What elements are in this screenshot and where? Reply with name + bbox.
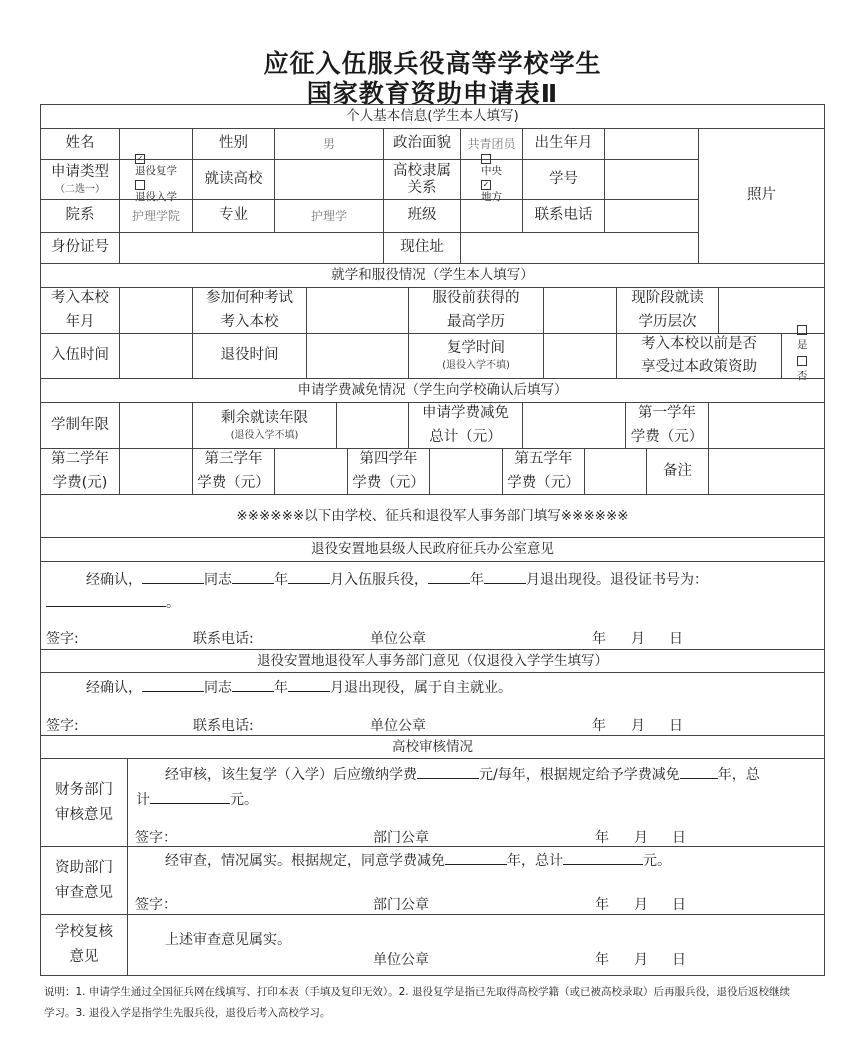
date-month-label: 月 (634, 897, 648, 913)
discharge-time-field[interactable] (306, 333, 409, 379)
text-part: 元。 (643, 853, 671, 869)
footnote-line2: 学习。3. 退役入学是指学生先服兵役，退役后考入高校学习。 (44, 1007, 331, 1019)
checkbox-empty-icon[interactable] (135, 180, 145, 190)
year3-fee-label-line1: 第三学年 (204, 451, 263, 468)
aid-dept-label-line2: 审查意见 (55, 884, 113, 901)
date-month-label: 月 (631, 718, 645, 734)
class-field[interactable] (460, 199, 523, 233)
signature-label: 签字: (46, 631, 79, 647)
year3-fee-label-line2: 学费（元） (197, 474, 270, 491)
section-header-personal: 个人基本信息(学生本人填写) (40, 104, 825, 129)
text-part: 经审查，情况属实。根据规定，同意学费减免 (165, 853, 445, 869)
admit-date-label-line1: 考入本校 (51, 290, 109, 307)
remaining-years-label-text: 剩余就读年限 (221, 409, 308, 426)
contact-phone-label: 联系电话: (193, 718, 254, 734)
address-label: 现住址 (383, 232, 461, 264)
remarks-label: 备注 (646, 448, 709, 495)
date-month-label: 月 (631, 631, 645, 647)
recruitment-statement-line2 (46, 592, 180, 612)
signature-label: 签字: (46, 718, 79, 734)
duration-label: 学制年限 (40, 402, 120, 449)
phone-label: 联系电话 (522, 199, 605, 233)
text-part: 月退出现役。退役证书号为： (526, 572, 708, 588)
prior-aid-no-label: 否 (797, 370, 808, 382)
blank-total-amount[interactable] (563, 852, 643, 865)
checkbox-checked-icon[interactable]: ✓ (136, 153, 144, 163)
edu-before-label-line2: 最高学历 (447, 313, 505, 330)
school-label: 就读高校 (192, 159, 275, 200)
school-field[interactable] (274, 159, 384, 200)
checkbox-empty-icon[interactable] (481, 154, 491, 164)
gender-field[interactable]: 男 (274, 128, 384, 160)
finance-dept-label (40, 758, 128, 847)
major-label: 专业 (192, 199, 275, 233)
finance-statement-line1 (165, 764, 760, 784)
affiliation-option-central-label: 中央 (481, 164, 502, 177)
student-id-label: 学号 (522, 159, 605, 200)
date-day-label: 日 (672, 897, 686, 913)
finance-statement-line2 (136, 789, 258, 809)
apply-type-label (40, 159, 120, 200)
checkbox-checked-icon[interactable]: ✓ (482, 179, 490, 189)
apply-option-resume[interactable] (135, 154, 177, 180)
blank-annual-fee[interactable] (417, 766, 479, 779)
date-day-label: 日 (672, 830, 686, 846)
current-level-label-line1: 现阶段就读 (631, 290, 704, 307)
section-header-study-service: 就学和服役情况（学生本人填写） (40, 263, 825, 288)
blank-enlist-year[interactable] (232, 571, 274, 584)
exam-type-label-line1: 参加何种考试 (206, 290, 293, 307)
affiliation-option-local-label: 地方 (481, 190, 502, 203)
prior-aid-label-line1: 考入本校以前是否 (641, 335, 757, 352)
dept-seal-label: 部门公章 (373, 830, 429, 846)
political-status-label: 政治面貌 (383, 128, 461, 160)
blank-name[interactable] (142, 679, 204, 692)
blank-discharge-month[interactable] (484, 571, 526, 584)
birth-field[interactable] (604, 128, 699, 160)
recruitment-statement-line1 (86, 569, 708, 589)
date-year-label: 年 (592, 631, 606, 647)
year4-fee-field[interactable] (429, 448, 503, 495)
affiliation-label-line1: 高校隶属 (393, 162, 451, 179)
text-part: 元/每年，根据规定给予学费减免 (479, 767, 680, 783)
dept-seal-label: 部门公章 (373, 897, 429, 913)
admit-date-label-line2: 年月 (65, 313, 95, 330)
id-number-label: 身份证号 (40, 232, 120, 264)
address-field[interactable] (460, 232, 699, 264)
admit-date-field[interactable] (119, 287, 193, 334)
blank-enlist-month[interactable] (288, 571, 330, 584)
text-part: 年，总计 (507, 853, 563, 869)
unit-seal-label: 单位公章 (373, 952, 429, 968)
year5-fee-label (502, 448, 585, 495)
date-year-label: 年 (595, 830, 609, 846)
text-part: 元。 (230, 792, 258, 808)
finance-dept-label-line1: 财务部门 (55, 781, 113, 798)
text-part: 同志 (204, 572, 232, 588)
birth-label: 出生年月 (522, 128, 605, 160)
admit-date-label (40, 287, 120, 334)
current-level-label-line2: 学历层次 (638, 313, 697, 330)
footnote-line1: 说明：1. 申请学生通过全国征兵网在线填写、打印本表（手填及复印无效）。2. 退役复学是指已先取得高校学籍（或已被高校录取）后再服兵役，退役后返校继续 (44, 986, 790, 998)
school-review-label-line2: 意见 (69, 949, 99, 965)
aid-statement (165, 850, 671, 870)
year2-fee-label (40, 448, 120, 495)
affiliation-label (383, 159, 461, 200)
prior-aid-options (781, 333, 825, 382)
year4-fee-label-line1: 第四学年 (359, 451, 418, 468)
text-part: 月退出现役，属于自主就业。 (330, 680, 512, 696)
dept-label: 院系 (40, 199, 120, 233)
year5-fee-field[interactable] (584, 448, 647, 495)
year2-fee-label-line1: 第二学年 (51, 451, 109, 468)
text-part: 同志 (204, 680, 232, 696)
resume-time-field[interactable] (543, 333, 617, 379)
finance-dept-label-line2: 审核意见 (55, 806, 113, 823)
text-part: 年 (274, 680, 288, 696)
apply-type-options (119, 153, 193, 203)
remaining-years-sub: (退役入学不填) (230, 429, 299, 441)
text-part: 年，总 (717, 767, 760, 783)
school-review-label (40, 914, 128, 976)
section-header-school-review: 高校审核情况 (40, 735, 825, 759)
date-day-label: 日 (672, 952, 686, 968)
dept-field[interactable]: 护理学院 (119, 199, 193, 233)
date-day-label: 日 (669, 631, 683, 647)
gender-label: 性别 (192, 128, 275, 160)
date-month-label: 月 (634, 952, 648, 968)
enlist-time-label: 入伍时间 (40, 333, 120, 379)
blank-reduction-years[interactable] (680, 766, 718, 779)
blank-total-amount[interactable] (150, 791, 230, 804)
institution-fill-divider: ※※※※※※以下由学校、征兵和退役军人事务部门填写※※※※※※ (40, 494, 825, 538)
prior-aid-yes[interactable] (797, 325, 809, 356)
political-status-field[interactable]: 共青团员 (460, 128, 523, 160)
current-level-label (616, 287, 719, 334)
year4-fee-label (347, 448, 430, 495)
name-label: 姓名 (40, 128, 120, 160)
year2-fee-field[interactable] (119, 448, 193, 495)
text-part: 年 (470, 572, 484, 588)
checkbox-empty-icon[interactable] (797, 356, 807, 366)
photo-box: 照片 (698, 128, 825, 264)
contact-phone-label: 联系电话: (193, 631, 254, 647)
edu-before-field[interactable] (543, 287, 617, 334)
signature-label: 签字： (135, 830, 177, 846)
form-title-line2: 国家教育资助申请表Ⅱ (306, 79, 559, 108)
apply-option-enroll-label: 退役入学 (135, 190, 177, 203)
resume-time-sub: (退役入学不填) (442, 360, 510, 372)
blank-certificate-number[interactable] (46, 594, 166, 607)
text-part: 年 (274, 572, 288, 588)
section-header-tuition: 申请学费减免情况（学生向学校确认后填写） (40, 378, 825, 403)
class-label: 班级 (383, 199, 461, 233)
year1-fee-label (625, 402, 709, 449)
remaining-years-label (192, 402, 337, 449)
text-part: 。 (166, 595, 180, 611)
form-title-line1: 应征入伍服兵役高等学校学生 (263, 49, 602, 78)
remarks-field[interactable] (708, 448, 825, 495)
year3-fee-field[interactable] (274, 448, 348, 495)
duration-field[interactable] (119, 402, 193, 449)
discharge-time-label: 退役时间 (192, 333, 307, 379)
text-part: 计 (136, 792, 150, 808)
blank-reduction-years[interactable] (445, 852, 507, 865)
id-number-field[interactable] (119, 232, 384, 264)
school-review-statement: 上述审查意见属实。 (165, 932, 291, 948)
remaining-years-field[interactable] (336, 402, 409, 449)
unit-seal-label: 单位公章 (370, 718, 426, 734)
enlist-time-field[interactable] (119, 333, 193, 379)
date-year-label: 年 (595, 952, 609, 968)
signature-label: 签字： (135, 897, 177, 913)
exam-type-label (192, 287, 307, 334)
reduction-total-field[interactable] (522, 402, 626, 449)
veterans-statement (86, 677, 512, 697)
footnote (44, 982, 829, 1024)
text-part: 月入伍服兵役， (330, 572, 428, 588)
affiliation-label-line2: 关系 (407, 179, 437, 196)
year4-fee-label-line2: 学费（元） (352, 474, 425, 491)
apply-option-resume-label: 退役复学 (135, 164, 177, 177)
year5-fee-label-line1: 第五学年 (514, 451, 573, 468)
year3-fee-label (192, 448, 275, 495)
date-day-label: 日 (669, 718, 683, 734)
prior-aid-label (616, 333, 782, 379)
text-part: 经确认， (86, 680, 142, 696)
affiliation-options (460, 159, 523, 203)
blank-discharge-month[interactable] (288, 679, 330, 692)
exam-type-field[interactable] (306, 287, 409, 334)
reduction-total-label (408, 402, 523, 449)
aid-dept-label-line1: 资助部门 (55, 859, 113, 876)
school-review-label-line1: 学校复核 (55, 924, 113, 941)
reduction-total-label-line2: 总计（元） (429, 428, 502, 445)
edu-before-label-line1: 服役前获得的 (432, 290, 520, 307)
resume-time-label-text: 复学时间 (447, 340, 505, 357)
prior-aid-yes-label: 是 (797, 339, 808, 351)
phone-field[interactable] (604, 199, 699, 233)
prior-aid-label-line2: 享受过本政策资助 (641, 359, 757, 375)
blank-name[interactable] (142, 571, 204, 584)
year5-fee-label-line2: 学费（元） (507, 474, 580, 491)
unit-seal-label: 单位公章 (370, 631, 426, 647)
section-header-recruitment-office: 退役安置地县级人民政府征兵办公室意见 (40, 537, 825, 562)
edu-before-label (408, 287, 544, 334)
exam-type-label-line2: 考入本校 (220, 313, 279, 330)
section-header-veterans-affairs: 退役安置地退役军人事务部门意见（仅退役入学学生填写） (40, 649, 825, 673)
checkbox-empty-icon[interactable] (797, 325, 807, 335)
major-field[interactable]: 护理学 (274, 199, 384, 233)
year1-fee-label-line1: 第一学年 (638, 405, 696, 422)
student-id-field[interactable] (604, 159, 699, 200)
date-year-label: 年 (592, 718, 606, 734)
text-part: 经确认， (86, 572, 142, 588)
date-month-label: 月 (634, 830, 648, 846)
aid-dept-label (40, 846, 128, 915)
year1-fee-field[interactable] (708, 402, 825, 449)
year2-fee-label-line2: 学费(元) (52, 474, 108, 491)
resume-time-label (408, 333, 544, 379)
date-year-label: 年 (595, 897, 609, 913)
blank-discharge-year[interactable] (232, 679, 274, 692)
text-part: 经审核，该生复学（入学）后应缴纳学费 (165, 767, 417, 783)
reduction-total-label-line1: 申请学费减免 (422, 405, 509, 422)
affiliation-option-central[interactable] (481, 154, 502, 180)
year1-fee-label-line2: 学费（元） (630, 428, 704, 445)
apply-type-label-text: 申请类型 (51, 163, 109, 180)
blank-discharge-year[interactable] (428, 571, 470, 584)
apply-type-sub: （二选一） (55, 183, 105, 195)
